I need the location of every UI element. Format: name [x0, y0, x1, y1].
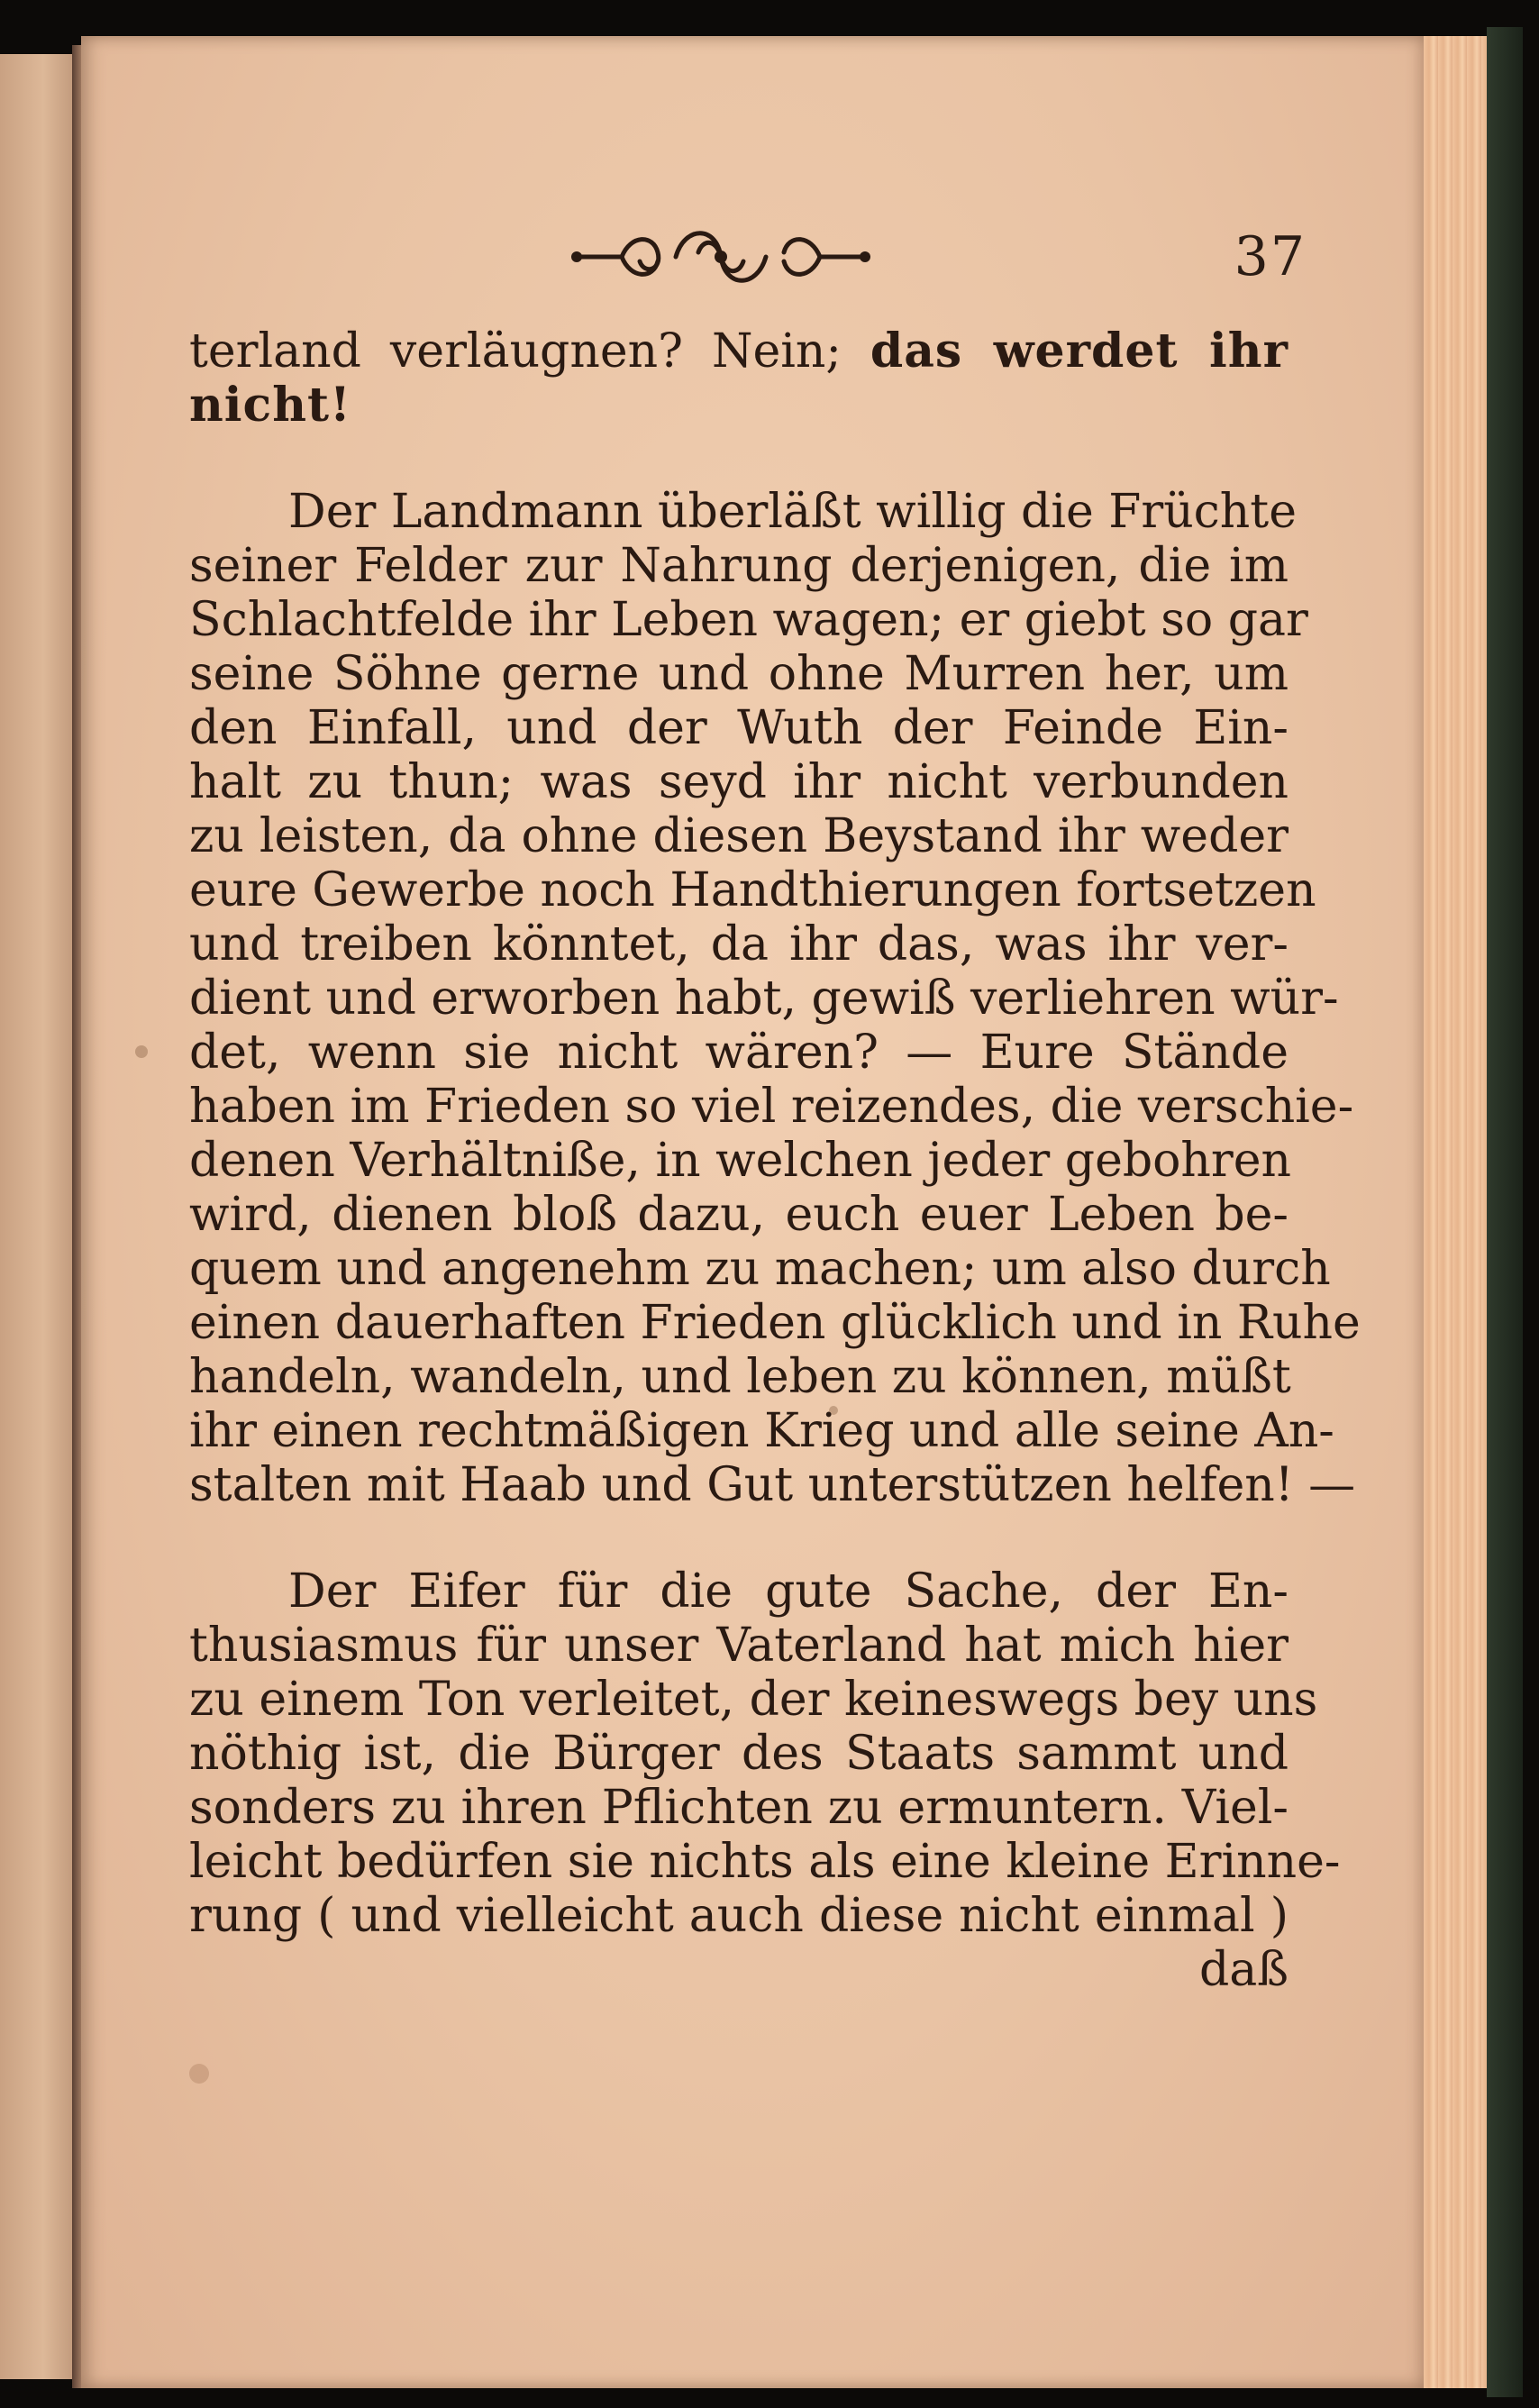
- text-line: einen dauerhaften Frieden glücklich und in Ruhe: [189, 1296, 1361, 1350]
- text-line: Der Landmann überläßt willig die Früchte: [288, 485, 1297, 539]
- paragraph: [189, 1564, 1341, 1943]
- text-line: zu leisten, da ohne diesen Beystand ihr weder: [189, 809, 1289, 863]
- text-line: ihr einen rechtmäßigen Krieg und alle seine An-: [189, 1404, 1334, 1458]
- text-line: zu einem Ton verleitet, der keineswegs bey uns: [189, 1673, 1318, 1727]
- text-line: thusiasmus für unser Vaterland hat mich hier: [189, 1619, 1289, 1673]
- text-line: terland verläugnen? Nein; das werdet ihr: [189, 324, 1289, 379]
- scroll-ornament-icon: [568, 216, 874, 297]
- text-line: det, wenn sie nicht wären? — Eure Stände: [189, 1026, 1289, 1080]
- book-page: [81, 36, 1424, 2388]
- text-line: rung ( und vielleicht auch diese nicht einmal ): [189, 1889, 1289, 1943]
- text-line: denen Verhältniße, in welchen jeder gebohren: [189, 1134, 1292, 1188]
- text-line: seine Söhne gerne und ohne Murren her, um: [189, 647, 1289, 701]
- text-line: dient und erworben habt, gewiß verliehren wür-: [189, 971, 1339, 1026]
- text-line: quem und angenehm zu machen; um also durch: [189, 1242, 1331, 1296]
- catchword: daß: [1198, 1943, 1289, 1997]
- paper-stain: [189, 2064, 209, 2084]
- text-line: leicht bedürfen sie nichts als eine kleine Erinne-: [189, 1835, 1341, 1889]
- text-line: wird, dienen bloß dazu, euch euer Leben be-: [189, 1188, 1289, 1242]
- body-text: [189, 324, 1361, 1997]
- text-line: halt zu thun; was seyd ihr nicht verbunden: [189, 755, 1289, 809]
- text-line: und treiben könntet, da ihr das, was ihr ver-: [189, 917, 1289, 971]
- text-line: Der Eifer für die gute Sache, der En-: [288, 1564, 1289, 1619]
- text-line: handeln, wandeln, und leben zu können, müßt: [189, 1350, 1291, 1404]
- paper-stain: [135, 1045, 148, 1058]
- text-line: sonders zu ihren Pflichten zu ermuntern. Viel-: [189, 1781, 1289, 1835]
- text-line: nicht!: [189, 378, 351, 433]
- facing-page-edge: [0, 54, 75, 2379]
- text-line: seiner Felder zur Nahrung derjenigen, die im: [189, 539, 1289, 593]
- text-line: stalten mit Haab und Gut unterstützen helfen! —: [189, 1458, 1356, 1512]
- text-line: eure Gewerbe noch Handthierungen fortsetzen: [189, 863, 1316, 917]
- page-block-edges: [1424, 36, 1487, 2388]
- text-line: haben im Frieden so viel reizendes, die verschie-: [189, 1080, 1354, 1134]
- text-line: Schlachtfelde ihr Leben wagen; er giebt so gar: [189, 593, 1308, 647]
- paragraph: [189, 485, 1361, 1512]
- text-line: nöthig ist, die Bürger des Staats sammt und: [189, 1727, 1289, 1781]
- book-cover-edge: [1487, 27, 1523, 2397]
- text-line: den Einfall, und der Wuth der Feinde Ein-: [189, 701, 1289, 755]
- page-number: 37: [1234, 225, 1307, 288]
